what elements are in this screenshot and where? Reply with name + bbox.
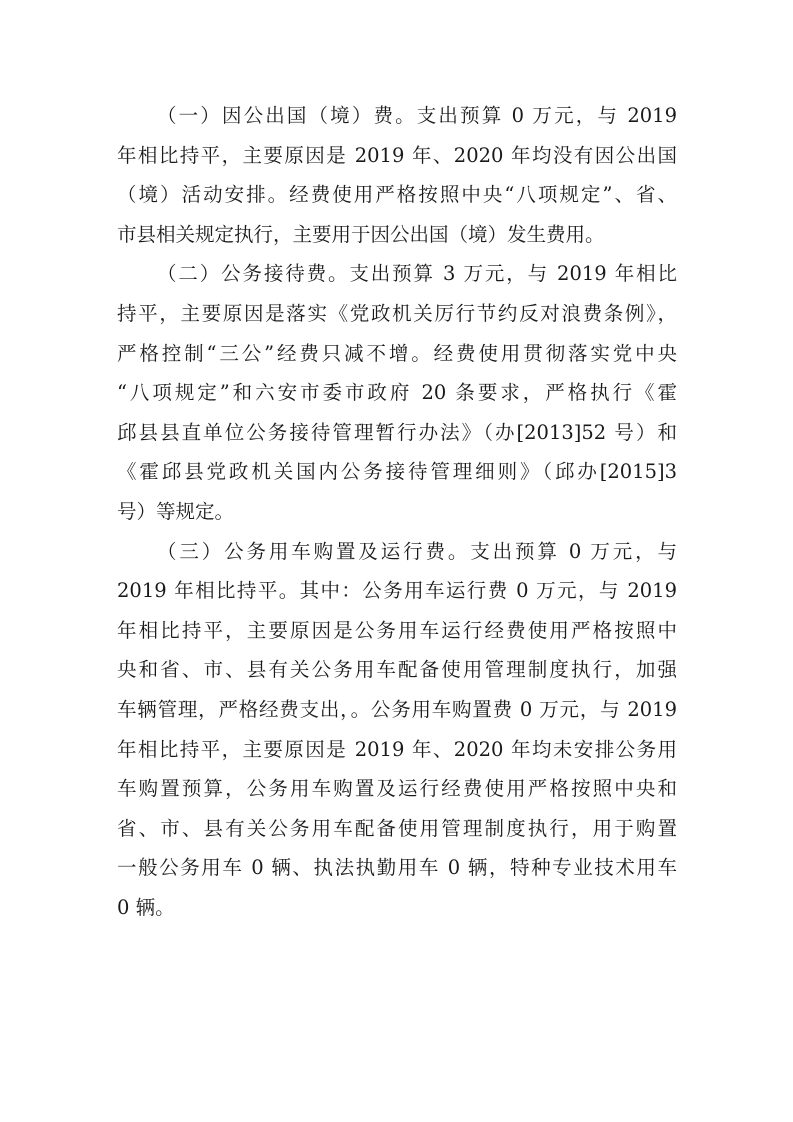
paragraph-line: （一）因公出国（境）费。支出预算 0 万元，与 2019 — [157, 104, 677, 127]
paragraph-line: 一般公务用车 0 辆、执法执勤用车 0 辆，特种专业技术用车 — [117, 856, 677, 880]
paragraph-reception-cost — [117, 254, 677, 531]
paragraph-line: 省、市、县有关公务用车配备使用管理制度执行，用于购置 — [117, 816, 677, 840]
paragraph-line: 年相比持平，主要原因是 2019 年、2020 年均未安排公务用 — [117, 737, 677, 761]
document-body — [117, 96, 677, 927]
paragraph-line: 年相比持平，主要原因是公务用车运行经费使用严格按照中 — [117, 618, 677, 642]
paragraph-line: 严格控制“三公”经费只减不增。经费使用贯彻落实党中央 — [117, 341, 677, 365]
paragraph-line: 2019 年相比持平。其中：公务用车运行费 0 万元，与 2019 — [117, 579, 677, 603]
paragraph-line: （二）公务接待费。支出预算 3 万元，与 2019 年相比 — [157, 262, 677, 286]
paragraph-line: 号）等规定。 — [117, 499, 235, 523]
paragraph-line: 年相比持平，主要原因是 2019 年、2020 年均没有因公出国 — [117, 143, 677, 167]
paragraph-line: 车辆管理，严格经费支出，。公务用车购置费 0 万元，与 2019 — [117, 697, 677, 721]
paragraph-line: 央和省、市、县有关公务用车配备使用管理制度执行，加强 — [117, 658, 677, 682]
paragraph-line: （三）公务用车购置及运行费。支出预算 0 万元，与 — [157, 539, 677, 563]
paragraph-line: （境）活动安排。经费使用严格按照中央“八项规定”、省、 — [117, 183, 677, 207]
paragraph-overseas-travel-cost — [117, 96, 677, 254]
paragraph-line: 持平，主要原因是落实《党政机关厉行节约反对浪费条例》， — [117, 301, 677, 325]
paragraph-line: 邱县县直单位公务接待管理暂行办法》（办[2013]52 号）和 — [117, 420, 677, 444]
paragraph-line: 《霍邱县党政机关国内公务接待管理细则》（邱办[2015]3 — [117, 460, 677, 484]
paragraph-line: “八项规定”和六安市委市政府 20 条要求，严格执行《霍 — [117, 381, 677, 405]
paragraph-line: 车购置预算，公务用车购置及运行经费使用严格按照中央和 — [117, 777, 677, 801]
paragraph-vehicle-cost — [117, 532, 677, 928]
paragraph-line: 0 辆。 — [117, 895, 175, 919]
paragraph-line: 市县相关规定执行，主要用于因公出国（境）发生费用。 — [117, 222, 605, 246]
